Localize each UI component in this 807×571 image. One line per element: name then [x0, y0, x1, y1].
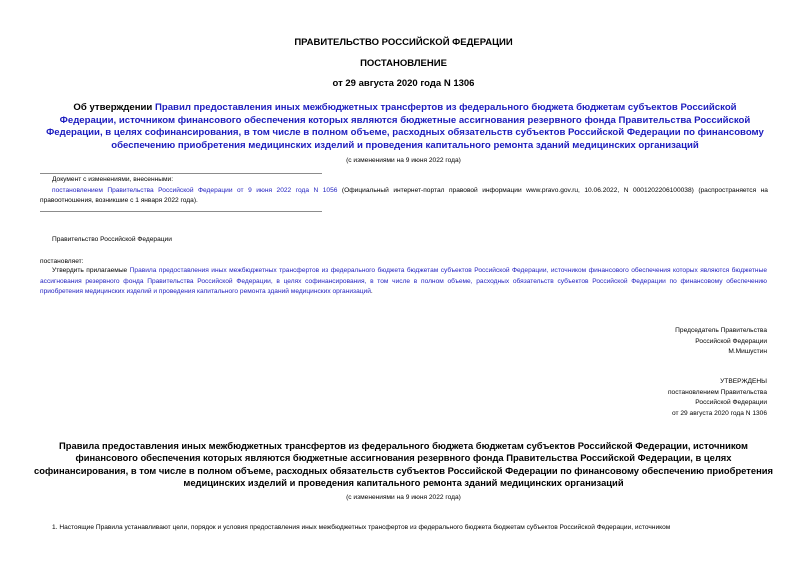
rules-title: Правила предоставления иных межбюджетных трансфертов из федерального бюджета бюджетам субъектов Российской Федерации, источником финансового обеспечения которых являются бюджетные ассигнования резервного фонда Правительства Российской Федерации, в целях софинансирования, в том числе в полном объеме, расходных обязательств субъектов Российской Федерации по финансовому обеспечению приобретения медицинских изделий и проведения капитального ремонта зданий медицинских организаций — [34, 440, 773, 489]
approve-link[interactable]: Правила предоставления иных межбюджетных трансфертов из федерального бюджета бюджетам субъектов Российской Федерации, источником финансового обеспечения которых являются бюджетные ассигнования резервного фонда Правительства Российской Федерации, в целях софинансирования, в том числе в полном объеме, расходных обязательств субъектов Российской Федерации по финансовому обеспечению приобретения медицинских изделий и проведения капитального ремонта зданий медицинских организаций — [40, 267, 767, 296]
title-prefix: Об утверждении — [73, 102, 155, 113]
date-number-heading: от 29 августа 2020 года N 1306 — [332, 78, 475, 89]
changes-text — [40, 186, 768, 207]
document-title — [44, 102, 766, 152]
title-amendment-note: (с изменениями на 9 июня 2022 года) — [346, 157, 461, 164]
changes-rest: (Официальный интернет-портал правовой информации www.pravo.gov.ru, 10.06.2022, N 0001202206100038) (распространяется на правоотношения, возникшие с 1 января 2022 года). — [40, 187, 768, 205]
changes-link[interactable]: постановлением Правительства Российской Федерации от 9 июня 2022 года N 1056 — [52, 187, 338, 194]
signature-line-2: Российской Федерации — [695, 337, 767, 345]
issuer: Правительство Российской Федерации — [52, 236, 172, 243]
approve-prefix: Утвердить прилагаемые — [52, 267, 130, 274]
changes-box-bottom-rule — [40, 211, 322, 212]
approved-line-4: от 29 августа 2020 года N 1306 — [672, 409, 767, 417]
approved-line-2: постановлением Правительства — [667, 388, 767, 396]
approve-paragraph — [40, 266, 767, 298]
approve-suffix: . — [370, 288, 373, 296]
approved-line-1: УТВЕРЖДЕНЫ — [720, 378, 767, 385]
doc-type-heading: ПОСТАНОВЛЕНИЕ — [360, 58, 447, 69]
title-link[interactable]: Правил предоставления иных межбюджетных трансфертов из федерального бюджета бюджетам субъектов Российской Федерации, источником финансового обеспечения которых являются бюджетные ассигнования резервного фонда Правительства Российской Федерации, в целях софинансирования, в том числе в полном объеме, расходных обязательств субъектов Российской Федерации по финансовому обеспечению приобретения медицинских изделий и проведения капитального ремонта зданий медицинских организаций — [46, 102, 764, 151]
approved-block — [668, 377, 767, 419]
changes-box-top-rule — [40, 173, 322, 174]
approved-line-3: Российской Федерации — [695, 399, 767, 407]
signature-line-1: Председатель Правительства — [675, 327, 767, 334]
decides: постановляет: — [40, 258, 84, 265]
government-heading: ПРАВИТЕЛЬСТВО РОССИЙСКОЙ ФЕДЕРАЦИИ — [294, 37, 513, 48]
changes-heading: Документ с изменениями, внесенными: — [52, 176, 174, 183]
rules-point-1: 1. Настоящие Правила устанавливают цели, порядок и условия предоставления иных межбюджетных трансфертов из федерального бюджета бюджетам субъектов Российской Федерации, источником — [52, 524, 671, 531]
signature-line-3: М.Мишустин — [728, 348, 767, 356]
signature-block — [675, 326, 767, 358]
rules-amendment-note: (с изменениями на 9 июня 2022 года) — [346, 494, 461, 501]
